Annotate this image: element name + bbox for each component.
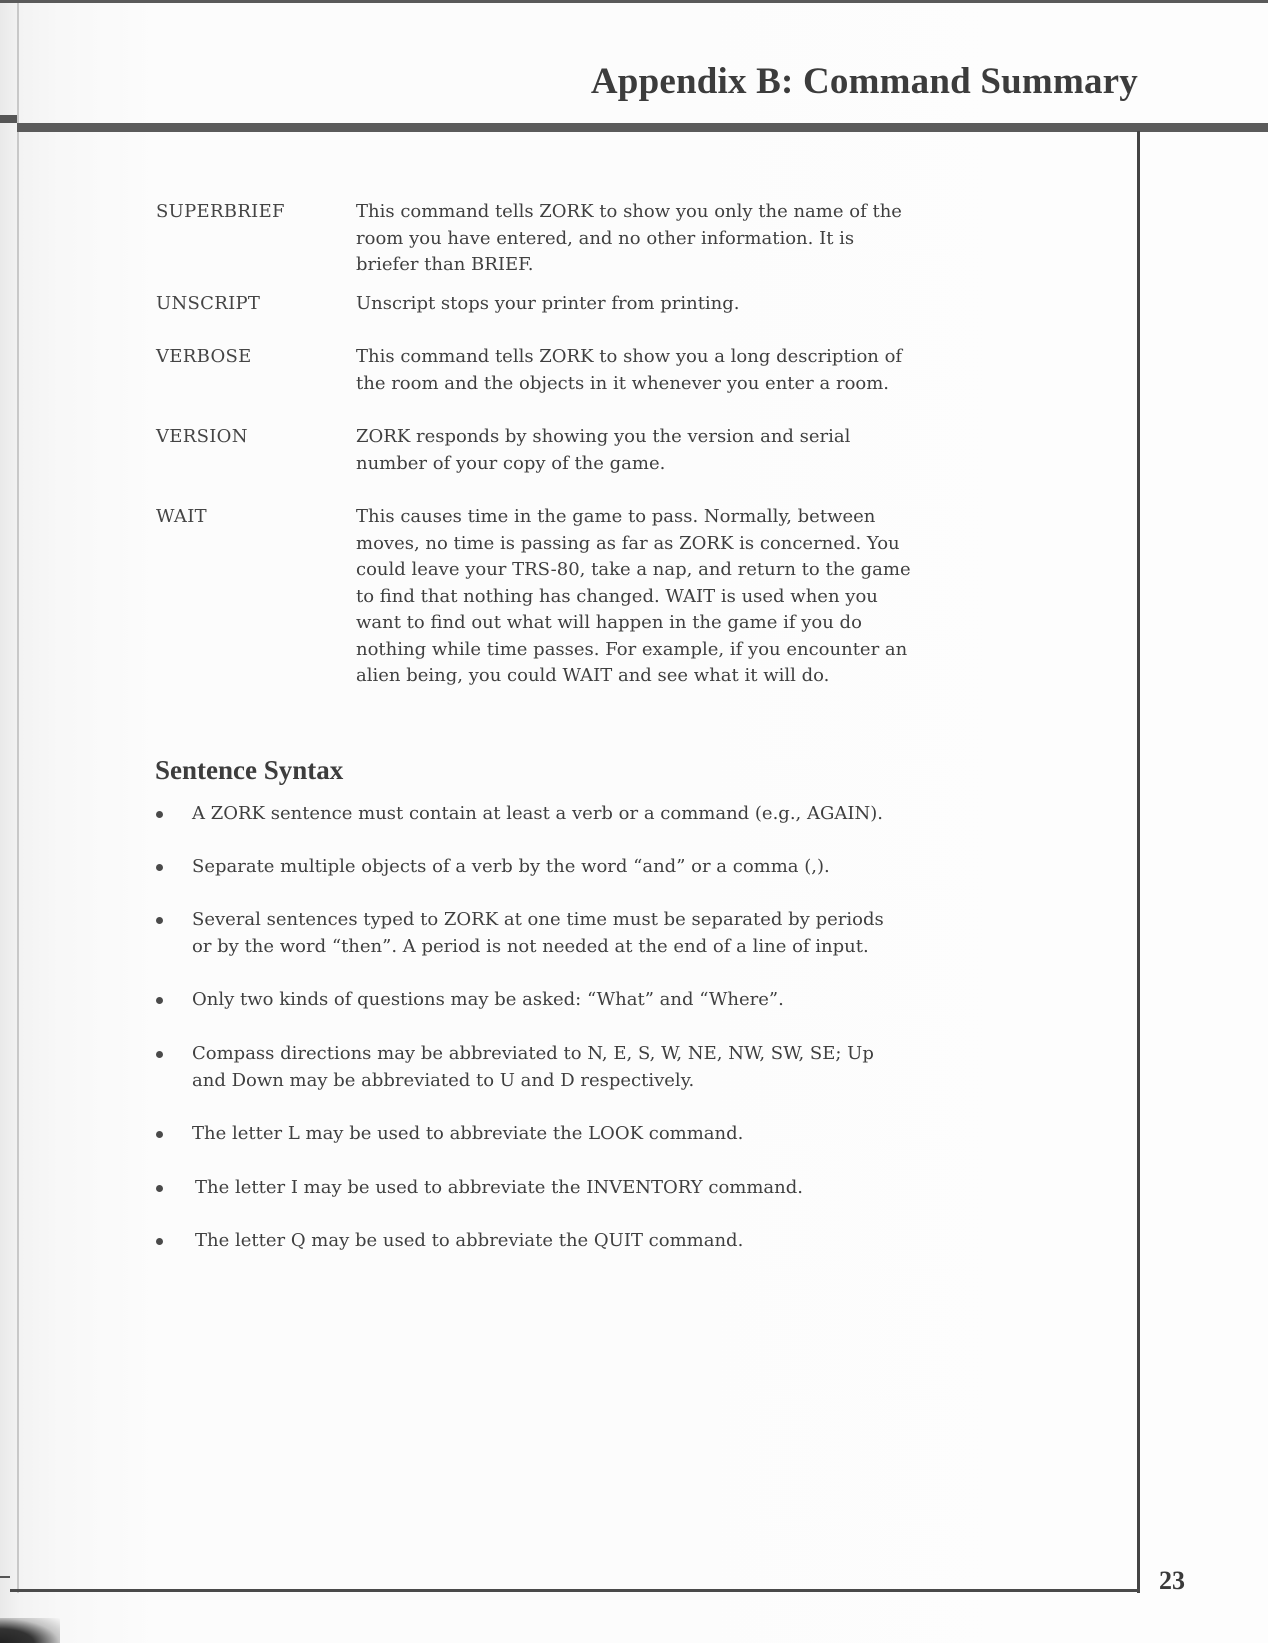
description-line: the room and the objects in it whenever you enter a room. xyxy=(356,372,890,394)
bullet-icon xyxy=(156,811,163,818)
description-line: want to find out what will happen in the game if you do xyxy=(356,612,862,633)
header-rule-stub xyxy=(0,115,17,123)
description-line: This causes time in the game to pass. Normally, between xyxy=(356,506,876,527)
command-description xyxy=(356,424,956,477)
bullet-icon xyxy=(156,864,163,871)
command-description xyxy=(356,504,956,690)
bullet-line: The letter L may be used to abbreviate the LOOK command. xyxy=(192,1123,744,1144)
command-description xyxy=(356,291,956,318)
bullet-line: Separate multiple objects of a verb by the word “and” or a comma (,). xyxy=(192,856,830,877)
top-edge-rule xyxy=(0,0,1268,3)
bullet-text xyxy=(195,1228,955,1255)
bullet-icon xyxy=(156,917,163,924)
command-term: SUPERBRIEF xyxy=(156,201,285,222)
bullet-line: Several sentences typed to ZORK at one time must be separated by periods xyxy=(192,909,884,930)
bullet-line: or by the word “then”. A period is not needed at the end of a line of input. xyxy=(192,935,869,957)
page-curl-shadow xyxy=(0,1618,60,1643)
description-line: briefer than BRIEF. xyxy=(356,254,534,275)
bullet-line: A ZORK sentence must contain at least a verb or a command (e.g., AGAIN). xyxy=(192,803,883,824)
command-term: VERBOSE xyxy=(156,346,252,367)
description-line: room you have entered, and no other information. It is xyxy=(356,227,855,249)
description-line: This command tells ZORK to show you only the name of the xyxy=(356,201,902,222)
command-description xyxy=(356,199,956,279)
bullet-icon xyxy=(156,1238,163,1245)
page-number: 23 xyxy=(1159,1566,1185,1595)
bullet-icon xyxy=(156,1051,163,1058)
binding-edge xyxy=(17,3,19,1593)
description-line: ZORK responds by showing you the version and serial xyxy=(356,426,851,447)
bullet-text xyxy=(192,801,952,828)
bullet-icon xyxy=(156,1131,163,1138)
bullet-line: The letter I may be used to abbreviate the INVENTORY command. xyxy=(195,1177,804,1198)
bullet-line: The letter Q may be used to abbreviate the QUIT command. xyxy=(195,1230,744,1251)
bullet-icon xyxy=(156,997,163,1004)
command-term: VERSION xyxy=(156,426,248,447)
page-title: Appendix B: Command Summary xyxy=(590,61,1138,102)
description-line: This command tells ZORK to show you a long description of xyxy=(356,346,903,367)
section-heading-sentence-syntax: Sentence Syntax xyxy=(155,755,344,785)
bullet-text xyxy=(195,1175,955,1202)
bullet-text xyxy=(192,1041,952,1094)
bullet-icon xyxy=(156,1185,163,1192)
bullet-text xyxy=(192,907,952,960)
frame-bottom-rule xyxy=(10,1589,1140,1592)
command-term: WAIT xyxy=(156,506,207,527)
bullet-text xyxy=(192,1121,952,1148)
bottom-rule-stub xyxy=(0,1576,10,1578)
command-description xyxy=(356,344,956,397)
description-line: alien being, you could WAIT and see what it will do. xyxy=(356,665,830,686)
frame-right-rule xyxy=(1137,131,1140,1593)
bullet-line: Compass directions may be abbreviated to N, E, S, W, NE, NW, SW, SE; Up xyxy=(192,1043,874,1064)
description-line: to find that nothing has changed. WAIT is used when you xyxy=(356,585,878,607)
description-line: nothing while time passes. For example, if you encounter an xyxy=(356,638,908,660)
command-term: UNSCRIPT xyxy=(156,293,261,314)
description-line: Unscript stops your printer from printing. xyxy=(356,293,740,314)
description-line: number of your copy of the game. xyxy=(356,452,666,474)
bullet-text xyxy=(192,854,952,881)
bullet-text xyxy=(192,987,952,1014)
header-rule xyxy=(17,123,1268,132)
description-line: moves, no time is passing as far as ZORK is concerned. You xyxy=(356,532,900,554)
description-line: could leave your TRS-80, take a nap, and return to the game xyxy=(356,559,911,580)
bullet-line: and Down may be abbreviated to U and D respectively. xyxy=(192,1069,695,1091)
bullet-line: Only two kinds of questions may be asked: “What” and “Where”. xyxy=(192,989,784,1010)
